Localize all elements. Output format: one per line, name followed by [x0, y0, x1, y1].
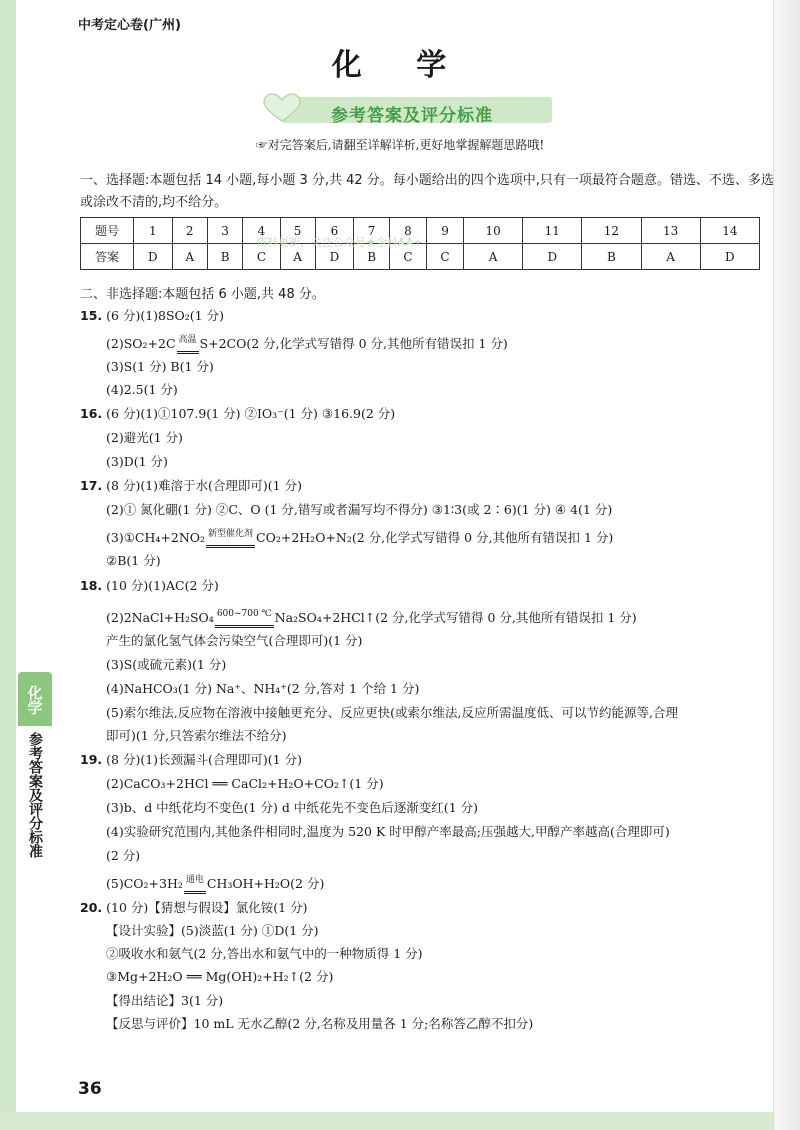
q18-line1 [80, 576, 219, 594]
q19-line4: (4)实验研究范围内,其他条件相同时,温度为 520 K 时甲醇产率最高;压强越大,甲醇产率越高(合理即可) [106, 824, 670, 839]
q18-line7: 即可)(1 分,只答索尔维法不给分) [106, 728, 287, 743]
answer-cell: D [700, 244, 759, 270]
reaction-condition [177, 335, 199, 354]
section1-instructions: 一、选择题:本题包括 14 小题,每小题 3 分,共 42 分。每小题给出的四个选项中,只有一项最符合题意。错选、不选、多选或涂改不清的,均不给分。 [80, 173, 774, 210]
answer-banner [262, 93, 562, 125]
question-number: 2 [172, 218, 207, 244]
page-title: 化 学 [331, 48, 469, 83]
answer-cell: A [280, 244, 315, 270]
answer-text: (10 分)【猜想与假设】氯化铵(1 分) [106, 900, 308, 915]
question-number: 6 [315, 218, 354, 244]
question-number: 13 [641, 218, 700, 244]
q20-line2: 【设计实验】(5)淡蓝(1 分) ①D(1 分) [106, 923, 319, 938]
equation-right: S+2CO(2 分,化学式写错得 0 分,其他所有错误扣 1 分) [199, 336, 508, 351]
subject-tab [18, 672, 52, 726]
q17-line4: ②B(1 分) [106, 553, 161, 568]
bottom-margin-strip [0, 1112, 800, 1130]
q18-line3: 产生的氯化氢气体会污染空气(合理即可)(1 分) [106, 633, 363, 648]
guide-note: ☞对完答案后,请翻至详解详析,更好地掌握解题思路哦! [255, 138, 545, 152]
q17-line1 [80, 476, 302, 494]
q18-line2 [106, 608, 637, 628]
q18-line6: (5)索尔维法,反应物在溶液中接触更充分、反应更快(或索尔维法,反应所需温度低、可以节约能源等,合理 [106, 705, 679, 720]
row-label-number: 题号 [81, 218, 134, 244]
q19-line6 [106, 874, 324, 894]
question-number: 1 [134, 218, 173, 244]
q15-line4: (4)2.5(1 分) [106, 382, 178, 397]
q19-line2: (2)CaCO₃+2HCl ══ CaCl₂+H₂O+CO₂↑(1 分) [106, 776, 384, 791]
answer-cell: A [464, 244, 523, 270]
answer-cell: A [172, 244, 207, 270]
question-number-label: 17. [80, 478, 103, 493]
watermark: 资料更新、关注公众号★全科AA+ [256, 236, 423, 249]
equation-left: (2)2NaCl+H₂SO₄ [106, 610, 214, 625]
condition-text: 新型催化剂 [208, 529, 254, 539]
side-tab-label: 参考答案及评分标准 [27, 732, 43, 858]
answer-text: (6 分)(1)①107.9(1 分) ②IO₃⁻(1 分) ③16.9(2 分) [106, 406, 396, 421]
q19-line1 [80, 750, 302, 768]
answer-cell: D [523, 244, 582, 270]
question-number: 8 [389, 218, 426, 244]
question-number: 4 [243, 218, 280, 244]
reaction-condition [215, 609, 274, 628]
reaction-condition [206, 529, 255, 548]
subject-side-tab [18, 672, 52, 882]
condition-text: 通电 [185, 875, 204, 885]
row-label-answer: 答案 [81, 244, 134, 270]
page-number: 36 [78, 1079, 102, 1099]
q15-line2 [106, 334, 508, 354]
subject-label: 化学 [25, 685, 44, 715]
q20-line4: ③Mg+2H₂O ══ Mg(OH)₂+H₂↑(2 分) [106, 969, 334, 984]
q16-line3: (3)D(1 分) [106, 454, 168, 469]
answer-cell: C [243, 244, 280, 270]
question-number: 3 [207, 218, 243, 244]
q19-line5: (2 分) [106, 848, 141, 863]
question-number: 9 [427, 218, 464, 244]
question-number-label: 15. [80, 308, 103, 323]
q18-line4: (3)S(或硫元素)(1 分) [106, 657, 227, 672]
condition-text: 600~700 ℃ [216, 609, 272, 619]
q20-line6: 【反思与评价】10 mL 无水乙醇(2 分,名称及用量各 1 分;名称答乙醇不扣分) [106, 1016, 534, 1031]
reaction-condition [184, 875, 206, 894]
question-number-label: 18. [80, 578, 103, 593]
question-number: 10 [464, 218, 523, 244]
banner-title: 参考答案及评分标准 [331, 106, 493, 126]
answer-cell: C [389, 244, 426, 270]
q15-line3: (3)S(1 分) B(1 分) [106, 359, 214, 374]
equation-right: Na₂SO₄+2HCl↑(2 分,化学式写错得 0 分,其他所有错误扣 1 分) [274, 610, 637, 625]
question-number: 5 [280, 218, 315, 244]
equation-left: (5)CO₂+3H₂ [106, 876, 183, 891]
answer-text: (10 分)(1)AC(2 分) [106, 578, 219, 593]
q15-line1 [80, 306, 224, 324]
section2-instructions: 二、非选择题:本题包括 6 小题,共 48 分。 [80, 287, 325, 302]
equation-right: CO₂+2H₂O+N₂(2 分,化学式写错得 0 分,其他所有错误扣 1 分) [256, 530, 614, 545]
answer-cell: B [354, 244, 390, 270]
answer-cell: A [641, 244, 700, 270]
q20-line3: ②吸收水和氨气(2 分,答出水和氨气中的一种物质得 1 分) [106, 946, 423, 961]
question-number-label: 20. [80, 900, 103, 915]
series-title: 中考定心卷(广州) [78, 18, 181, 33]
answer-text: (8 分)(1)难溶于水(合理即可)(1 分) [106, 478, 302, 493]
q20-line5: 【得出结论】3(1 分) [106, 993, 224, 1008]
answer-cell: B [207, 244, 243, 270]
q16-line2: (2)避光(1 分) [106, 430, 183, 445]
question-number: 7 [354, 218, 390, 244]
question-number-label: 16. [80, 406, 103, 421]
q16-line1 [80, 404, 395, 422]
q17-line3 [106, 528, 613, 548]
q19-line3: (3)b、d 中纸花均不变色(1 分) d 中纸花先不变色后逐渐变红(1 分) [106, 800, 478, 815]
equation-right: CH₃OH+H₂O(2 分) [206, 876, 325, 891]
left-margin-strip [0, 0, 16, 1130]
equation-left: (2)SO₂+2C [106, 336, 176, 351]
answer-text: (8 分)(1)长颈漏斗(合理即可)(1 分) [106, 752, 302, 767]
q20-line1 [80, 898, 307, 916]
answer-text: (6 分)(1)8SO₂(1 分) [106, 308, 224, 323]
condition-text: 高温 [178, 335, 197, 345]
answer-cell: D [315, 244, 354, 270]
answer-cell: B [582, 244, 641, 270]
q18-line5: (4)NaHCO₃(1 分) Na⁺、NH₄⁺(2 分,答对 1 个给 1 分) [106, 681, 420, 696]
equation-left: (3)①CH₄+2NO₂ [106, 530, 206, 545]
answer-cell: C [427, 244, 464, 270]
question-number-label: 19. [80, 752, 103, 767]
answer-cell: D [134, 244, 173, 270]
question-number: 14 [700, 218, 759, 244]
q17-line2: (2)① 氮化硼(1 分) ②C、O (1 分,错写或者漏写均不得分) ③1∶3(或 2∶6)(1 分) ④ 4(1 分) [106, 502, 613, 517]
question-number: 11 [523, 218, 582, 244]
question-number: 12 [582, 218, 641, 244]
